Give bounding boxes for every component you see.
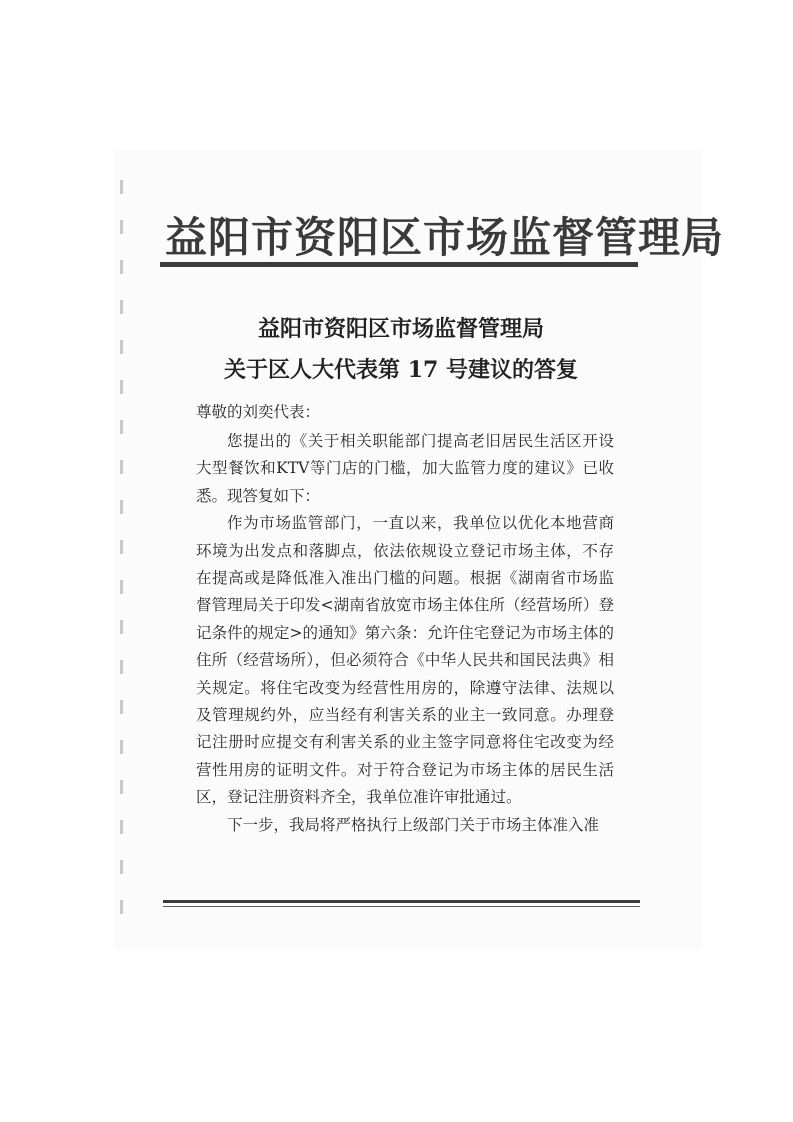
- body-text: [196, 428, 614, 839]
- letterhead-title: 益阳市资阳区市场监督管理局: [165, 213, 725, 262]
- paragraph: 下一步，我局将严格执行上级部门关于市场主体准入准: [227, 815, 600, 834]
- paragraph: 作为市场监管部门，一直以来，我单位以优化本地营商环境为出发点和落脚点，依法依规设立登记市场主体，不存在提高或是降低准入准出门槛的问题。根据《湖南省市场监督管理局关于印发<湖南省放宽市场主体住所（经营场所）登记条件的规定>的通知》第六条：允许住宅登记为市场主体的住所（经营场所），但必须符合《中华人民共和国民法典》相关规定。将住宅改变为经营性用房的，除遵守法律、法规以及管理规约外，应当经有利害关系的业主一致同意。办理登记注册时应提交有利害关系的业主签字同意将住宅改变为经营性用房的证明文件。对于符合登记为市场主体的居民生活区，登记注册资料齐全，我单位准许审批通过。: [196, 514, 614, 807]
- salutation: 尊敬的刘奕代表：: [196, 403, 321, 421]
- footer-rule: [163, 900, 640, 907]
- letterhead-rule: [160, 262, 638, 267]
- document-title-line2: 关于区人大代表第 17 号建议的答复: [224, 357, 578, 383]
- paragraph: 您提出的《关于相关职能部门提高老旧居民生活区开设大型餐饮和KTV等门店的门槛，加大监管力度的建议》已收悉。现答复如下：: [196, 432, 614, 505]
- binding-margin-marks: [120, 180, 123, 940]
- document-title-line1: 益阳市资阳区市场监督管理局: [257, 316, 544, 342]
